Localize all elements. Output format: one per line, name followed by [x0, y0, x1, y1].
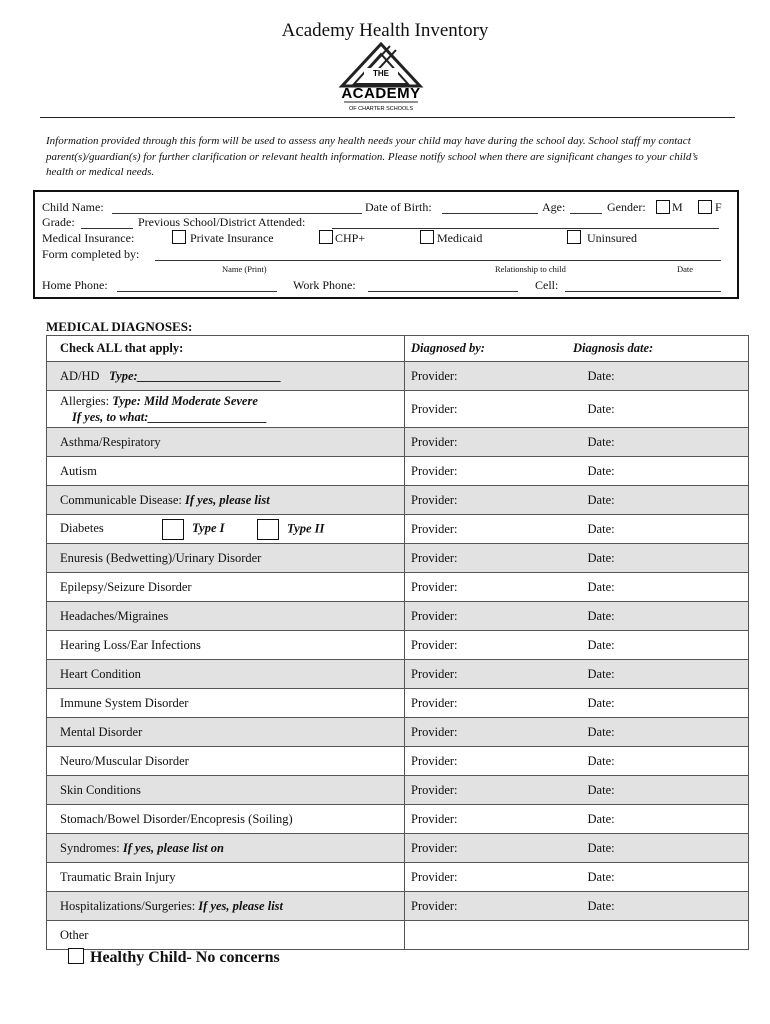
diagnosis-cell[interactable]: Epilepsy/Seizure Disorder [47, 573, 405, 602]
provider-label: Provider: [411, 492, 458, 507]
communicable-cell[interactable] [47, 486, 405, 515]
grade-label: Grade: [42, 215, 75, 229]
col-diagnosed-by-header [405, 336, 749, 362]
table-row[interactable] [47, 892, 749, 921]
header-divider [40, 117, 735, 118]
medical-diagnoses-heading: MEDICAL DIAGNOSES: [46, 319, 193, 334]
svg-text:OF CHARTER SCHOOLS: OF CHARTER SCHOOLS [348, 106, 414, 112]
healthy-child-checkbox[interactable] [68, 948, 84, 964]
dob-label: Date of Birth: [365, 200, 432, 214]
hospitalizations-note: If yes, please list [198, 898, 284, 913]
child-name-label: Child Name: [42, 200, 104, 214]
provider-cell[interactable] [405, 747, 749, 776]
date-label: Date: [587, 521, 615, 536]
cell-field[interactable] [565, 291, 721, 292]
diagnosis-date-header-text: Diagnosis date: [572, 341, 654, 355]
chp-label: CHP+ [335, 231, 366, 245]
type2-label: Type II [287, 520, 325, 535]
form-completed-by-label: Form completed by: [42, 247, 140, 261]
gender-f-label: F [715, 200, 722, 214]
diagnosis-cell[interactable]: Mental Disorder [47, 718, 405, 747]
communicable-note: If yes, please list [184, 492, 270, 507]
gender-m-label: M [672, 200, 683, 214]
provider-label: Provider: [411, 368, 458, 383]
private-insurance-checkbox[interactable] [172, 230, 186, 244]
chp-checkbox[interactable] [319, 230, 333, 244]
diagnosed-by-header-text: Diagnosed by: [411, 341, 485, 355]
provider-label: Provider: [411, 782, 458, 797]
previous-school-label: Previous School/District Attended: [138, 215, 306, 229]
provider-cell[interactable] [405, 660, 749, 689]
provider-label: Provider: [411, 608, 458, 623]
medical-insurance-label: Medical Insurance: [42, 231, 135, 245]
syndromes-note: If yes, please list on [122, 840, 224, 855]
svg-text:THE: THE [373, 69, 389, 78]
table-row[interactable] [47, 602, 749, 631]
tbi-cell[interactable]: Traumatic Brain Injury [47, 863, 405, 892]
date-label: Date: [587, 608, 615, 623]
table-row[interactable] [47, 689, 749, 718]
date-caption: Date [677, 264, 694, 274]
provider-cell[interactable] [405, 863, 749, 892]
work-phone-label: Work Phone: [293, 278, 356, 292]
col-check-header: Check ALL that apply: [47, 336, 405, 362]
date-label: Date: [587, 434, 615, 449]
adhd-cell[interactable] [47, 362, 405, 391]
date-label: Date: [587, 811, 615, 826]
provider-cell[interactable] [405, 631, 749, 660]
type2-checkbox[interactable] [257, 519, 279, 540]
diagnosis-cell[interactable]: Heart Condition [47, 660, 405, 689]
date-label: Date: [587, 724, 615, 739]
allergies-cell[interactable] [47, 391, 405, 428]
autism-cell[interactable]: Autism [47, 457, 405, 486]
svg-text:ACADEMY: ACADEMY [341, 85, 421, 102]
date-label: Date: [587, 840, 615, 855]
provider-cell[interactable] [405, 573, 749, 602]
type1-label: Type I [192, 520, 225, 535]
date-label: Date: [587, 782, 615, 797]
table-header-row [47, 336, 749, 362]
allergies-ifyes[interactable]: If yes, to what:___________________ [72, 410, 268, 424]
diagnosis-cell[interactable]: Immune System Disorder [47, 689, 405, 718]
provider-label: Provider: [411, 521, 458, 536]
date-label: Date: [587, 898, 615, 913]
date-label: Date: [587, 695, 615, 710]
gender-label: Gender: [607, 200, 646, 214]
provider-label: Provider: [411, 463, 458, 478]
cell-label: Cell: [535, 278, 559, 292]
provider-label: Provider: [411, 666, 458, 681]
provider-cell[interactable] [405, 457, 749, 486]
diagnoses-table [46, 335, 749, 950]
healthy-child-label: Healthy Child- No concerns [90, 949, 280, 966]
provider-label: Provider: [411, 695, 458, 710]
uninsured-label: Uninsured [587, 231, 637, 245]
date-label: Date: [587, 401, 615, 416]
child-name-field[interactable] [112, 213, 362, 214]
hospitalizations-label: Hospitalizations/Surgeries: [60, 898, 196, 913]
syndromes-cell[interactable] [47, 834, 405, 863]
diagnosis-cell[interactable]: Neuro/Muscular Disorder [47, 747, 405, 776]
table-row[interactable] [47, 718, 749, 747]
dob-field[interactable] [442, 213, 538, 214]
diagnosis-cell[interactable]: Enuresis (Bedwetting)/Urinary Disorder [47, 544, 405, 573]
diagnosis-cell[interactable]: Skin Conditions [47, 776, 405, 805]
provider-cell[interactable] [405, 892, 749, 921]
table-row[interactable] [47, 573, 749, 602]
provider-label: Provider: [411, 434, 458, 449]
diabetes-cell[interactable] [47, 515, 405, 544]
home-phone-label: Home Phone: [42, 278, 108, 292]
child-info-box [33, 190, 739, 299]
date-label: Date: [587, 666, 615, 681]
table-row[interactable] [47, 660, 749, 689]
home-phone-field[interactable] [117, 291, 277, 292]
table-row[interactable] [47, 457, 749, 486]
provider-label: Provider: [411, 579, 458, 594]
provider-cell[interactable] [405, 391, 749, 428]
provider-cell[interactable] [405, 428, 749, 457]
table-row[interactable] [47, 631, 749, 660]
date-label: Date: [587, 637, 615, 652]
hospitalizations-cell[interactable] [47, 892, 405, 921]
date-label: Date: [587, 550, 615, 565]
table-row[interactable] [47, 362, 749, 391]
diagnosis-cell[interactable]: Headaches/Migraines [47, 602, 405, 631]
date-label: Date: [587, 869, 615, 884]
provider-cell[interactable] [405, 486, 749, 515]
relationship-caption: Relationship to child [495, 264, 566, 274]
grade-field[interactable] [81, 228, 133, 229]
other-cell[interactable]: Other [47, 921, 405, 950]
allergies-type[interactable]: Type: Mild Moderate Severe [112, 394, 258, 408]
provider-cell[interactable] [405, 362, 749, 391]
diabetes-label: Diabetes [60, 520, 104, 535]
provider-cell[interactable] [405, 776, 749, 805]
adhd-label: AD/HD [60, 368, 100, 383]
type1-checkbox[interactable] [162, 519, 184, 540]
medicaid-checkbox[interactable] [420, 230, 434, 244]
provider-label: Provider: [411, 840, 458, 855]
date-label: Date: [587, 753, 615, 768]
age-field[interactable] [570, 213, 602, 214]
syndromes-label: Syndromes: [60, 840, 120, 855]
date-label: Date: [587, 492, 615, 507]
provider-cell[interactable] [405, 544, 749, 573]
table-row[interactable] [47, 834, 749, 863]
table-row[interactable] [47, 515, 749, 544]
age-label: Age: [542, 200, 566, 214]
table-row[interactable] [47, 805, 749, 834]
asthma-cell[interactable]: Asthma/Respiratory [47, 428, 405, 457]
provider-cell[interactable] [405, 515, 749, 544]
provider-cell[interactable] [405, 805, 749, 834]
communicable-label: Communicable Disease: [60, 492, 182, 507]
date-label: Date: [587, 368, 615, 383]
table-row[interactable] [47, 863, 749, 892]
table-row[interactable] [47, 544, 749, 573]
provider-label: Provider: [411, 811, 458, 826]
table-row[interactable] [47, 776, 749, 805]
uninsured-checkbox[interactable] [567, 230, 581, 244]
intro-paragraph: Information provided through this form will be used to assess any health needs your child may have during the school day. School staff my contact parent(s)/guardian(s) for further clarification or relevant health information. Please notify school when there are significant changes to your child’s health or medical needs. [46, 135, 698, 178]
table-row[interactable] [47, 391, 749, 428]
medicaid-label: Medicaid [437, 231, 483, 245]
provider-cell[interactable] [405, 834, 749, 863]
table-row[interactable] [47, 486, 749, 515]
adhd-type[interactable]: Type:_______________________ [108, 368, 282, 383]
date-label: Date: [587, 463, 615, 478]
previous-school-field[interactable] [332, 228, 719, 229]
provider-cell[interactable] [405, 689, 749, 718]
form-title: Academy Health Inventory [281, 20, 489, 41]
date-label: Date: [587, 579, 615, 594]
provider-cell[interactable] [405, 718, 749, 747]
table-row[interactable] [47, 428, 749, 457]
gender-f-checkbox[interactable] [698, 200, 712, 214]
table-row[interactable] [47, 747, 749, 776]
provider-label: Provider: [411, 724, 458, 739]
gender-m-checkbox[interactable] [656, 200, 670, 214]
allergies-label: Allergies: [60, 394, 110, 408]
provider-label: Provider: [411, 898, 458, 913]
provider-cell[interactable] [405, 602, 749, 631]
provider-label: Provider: [411, 753, 458, 768]
diagnosis-cell[interactable]: Stomach/Bowel Disorder/Encopresis (Soiling) [47, 805, 405, 834]
provider-label: Provider: [411, 869, 458, 884]
provider-label: Provider: [411, 637, 458, 652]
academy-logo [336, 42, 426, 114]
form-completed-by-field[interactable] [155, 260, 721, 261]
private-insurance-label: Private Insurance [190, 231, 274, 245]
name-print-caption: Name (Print) [222, 264, 267, 274]
provider-label: Provider: [411, 550, 458, 565]
provider-label: Provider: [411, 401, 458, 416]
other-detail-cell[interactable] [405, 921, 749, 950]
work-phone-field[interactable] [368, 291, 518, 292]
diagnosis-cell[interactable]: Hearing Loss/Ear Infections [47, 631, 405, 660]
healthy-child-option[interactable] [68, 946, 280, 967]
